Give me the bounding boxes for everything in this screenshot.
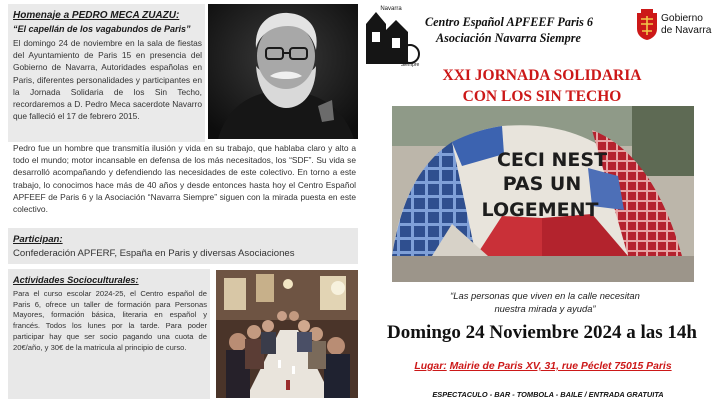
protest-tent-photo (392, 106, 694, 282)
event-venue (368, 361, 718, 372)
logo-text-top: Navarra (380, 6, 402, 12)
apfeef-navarra-siempre-logo (362, 2, 420, 68)
participan-title: Participan: (13, 234, 63, 245)
gov-line2: de Navarra (661, 25, 712, 36)
actividades-text: Para el curso escolar 2024-25, el Centro español de Paris 6, ofrece un taller de formación para Personas Mayores, formación básica, literaria en español y francés. Todos los lunes por la tarde. Para poder participar hay que ser socio pagando una cuota de 20€/año, y 30€ de la matricula al principio de curso. (13, 289, 207, 352)
homenaje-paragraph: El domingo 24 de noviembre en la sala de fiestas del Ayuntamiento de Paris 15 en presencia del Gobierno de Navarra, Autoridades españolas en Paris, diferentes personalidades y participantes en la Jornada Solidaria de los Sin Techo, recordaremos a D. Pedro Meca sacerdote Navarro que falleció el 17 de febrero 2015. (13, 38, 202, 122)
quote-line2: nuestra mirada y ayuda” (494, 303, 596, 314)
group-dinner-photo (216, 270, 358, 398)
banner-line2: PAS UN (502, 173, 582, 195)
homenaje-title: Homenaje a PEDRO MECA ZUAZU: (13, 10, 180, 21)
actividades-title: Actividades Socioculturales: (13, 275, 139, 285)
logo-text-bottom: Siempre (400, 62, 420, 68)
banner-line3: LOGEMENT (481, 199, 599, 221)
event-title-line1: XXI JORNADA SOLIDARIA (442, 67, 642, 84)
navarra-coat-of-arms-icon (634, 9, 660, 41)
venue-label: Lugar: (414, 361, 447, 372)
pedro-meca-photo (208, 4, 358, 139)
gobierno-navarra-text (661, 13, 711, 37)
event-quote (380, 289, 710, 315)
banner-line1: CECI NEST (496, 149, 608, 171)
event-title (380, 65, 704, 107)
homenaje-paragraph-2: Pedro fue un hombre que transmitía ilusión y vida en su trabajo, que hablaba claro y alto a todo el mundo; motor incansable en defensa de los más necesitados, los “SDF”. Su vida se desarrolló acompañando y defendiendo las necesidades de este colectivo. En torno a este trabajo, lo conocimos hace más de 40 años y desde entonces hasta hoy el Centro Español APFEEF de Paris 6 y la Asociación “Navarra Siempre” siguen con la mirada puesta en este colectivo. (13, 143, 356, 215)
org-name-line1: Centro Español APFEEF Paris 6 (425, 15, 593, 29)
venue-address: Mairie de Paris XV, 31, rue Péclet 75015 Paris (449, 361, 672, 372)
event-title-line2: CON LOS SIN TECHO (462, 88, 622, 105)
homenaje-subtitle: “El capellán de los vagabundos de Paris” (13, 24, 191, 34)
participan-text: Confederación APFERF, España en Paris y diversas Asociaciones (13, 248, 295, 259)
event-program: ESPECTACULO - BAR - TOMBOLA - BAILE / ENTRADA GRATUITA (432, 390, 664, 399)
event-date: Domingo 24 Noviembre 2024 a las 14h (387, 322, 697, 343)
quote-line1: “Las personas que viven en la calle necesitan (450, 290, 640, 301)
gov-line1: Gobierno (661, 13, 703, 24)
org-name-line2: Asociación Navarra Siempre (436, 31, 581, 45)
